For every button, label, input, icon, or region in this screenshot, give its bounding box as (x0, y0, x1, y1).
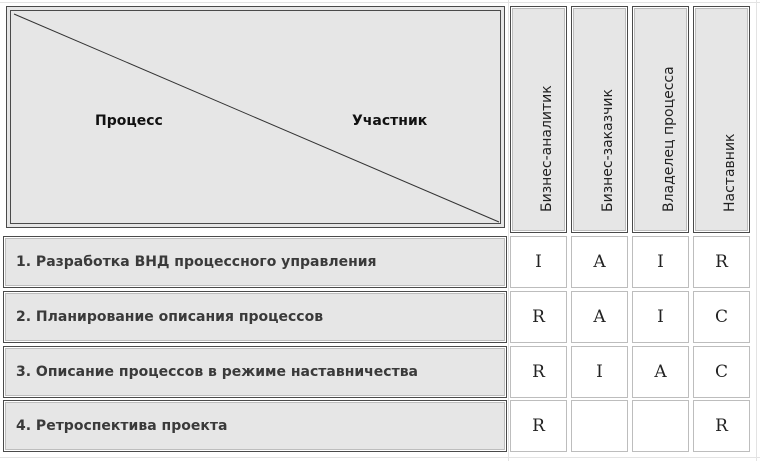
role-label: Бизнес-заказчик (599, 89, 616, 212)
raci-cell[interactable]: R (510, 346, 567, 398)
role-label: Бизнес-аналитик (538, 85, 555, 212)
grid-line (508, 0, 509, 461)
raci-cell[interactable] (571, 400, 628, 452)
raci-cell[interactable]: R (693, 236, 750, 288)
process-row-4[interactable] (3, 400, 507, 452)
role-header-process-owner[interactable] (632, 6, 689, 233)
role-header-business-analyst[interactable] (510, 6, 567, 233)
process-row-3[interactable] (3, 346, 507, 398)
diagonal-divider (10, 10, 501, 224)
corner-header (6, 6, 505, 228)
process-row-2[interactable] (3, 291, 507, 343)
raci-cell[interactable]: I (510, 236, 567, 288)
raci-cell[interactable]: A (571, 236, 628, 288)
participant-row-label: Участник (352, 113, 428, 129)
raci-cell[interactable]: A (571, 291, 628, 343)
process-row-1[interactable] (3, 236, 507, 288)
raci-cell[interactable]: I (571, 346, 628, 398)
process-label: 4. Ретроспектива проекта (16, 418, 228, 434)
raci-cell[interactable]: A (632, 346, 689, 398)
role-label: Владелец процесса (660, 66, 677, 212)
process-label: 3. Описание процессов в режиме наставничества (16, 364, 419, 380)
raci-cell[interactable] (632, 400, 689, 452)
process-column-label: Процесс (95, 113, 163, 129)
raci-cell[interactable]: R (510, 400, 567, 452)
raci-cell[interactable]: C (693, 291, 750, 343)
raci-cell[interactable]: R (510, 291, 567, 343)
raci-cell[interactable]: I (632, 291, 689, 343)
role-header-business-customer[interactable] (571, 6, 628, 233)
raci-cell[interactable]: I (632, 236, 689, 288)
grid-line (0, 457, 760, 458)
grid-line (0, 2, 760, 3)
process-label: 2. Планирование описания процессов (16, 309, 324, 325)
process-label: 1. Разработка ВНД процессного управления (16, 254, 377, 270)
role-label: Наставник (721, 133, 738, 212)
raci-cell[interactable]: R (693, 400, 750, 452)
grid-line (756, 0, 757, 461)
role-header-mentor[interactable] (693, 6, 750, 233)
raci-cell[interactable]: C (693, 346, 750, 398)
